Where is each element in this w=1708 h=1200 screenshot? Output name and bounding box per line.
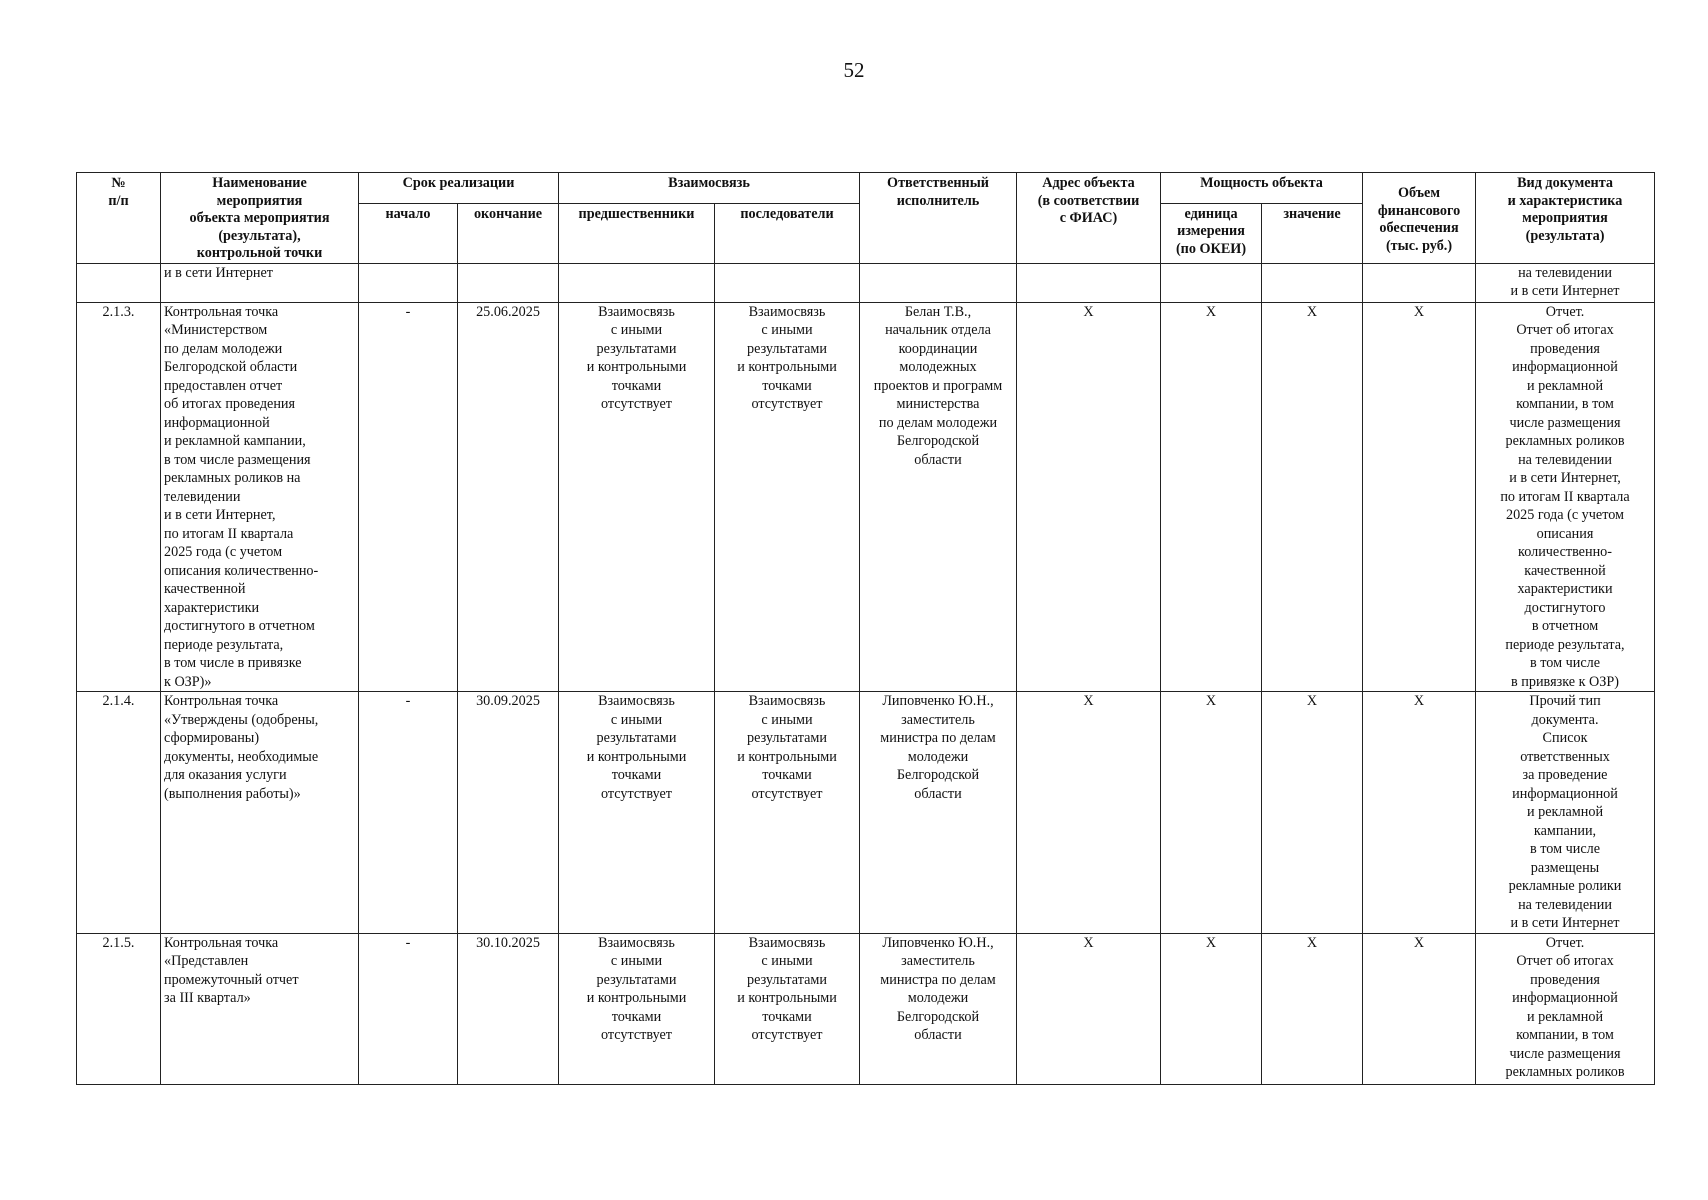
- row-finance: X: [1363, 933, 1476, 1084]
- row-start: -: [359, 692, 458, 934]
- row-unit: X: [1161, 302, 1262, 692]
- row-num: 2.1.3.: [77, 302, 161, 692]
- row-predecessors: Взаимосвязь с иными результатами и контрольными точками отсутствует: [559, 933, 715, 1084]
- row-responsible: Липовченко Ю.Н., заместитель министра по делам молодежи Белгородской области: [860, 692, 1017, 934]
- row-value: X: [1262, 692, 1363, 934]
- row-address: X: [1017, 692, 1161, 934]
- continuation-row: [77, 263, 1655, 302]
- header-value: значение: [1262, 203, 1363, 263]
- continuation-name: и в сети Интернет: [161, 263, 359, 302]
- row-end: 30.10.2025: [458, 933, 559, 1084]
- header-row-1: [77, 173, 1655, 204]
- table-row: [77, 933, 1655, 1084]
- header-link: Взаимосвязь: [559, 173, 860, 204]
- row-successors: Взаимосвязь с иными результатами и контрольными точками отсутствует: [715, 302, 860, 692]
- header-start: начало: [359, 203, 458, 263]
- header-responsible: Ответственный исполнитель: [860, 173, 1017, 264]
- row-doc: Отчет. Отчет об итогах проведения информационной и рекламной компании, в том числе размещения рекламных роликов: [1476, 933, 1655, 1084]
- header-name: Наименование мероприятия объекта мероприятия (результата), контрольной точки: [161, 173, 359, 264]
- row-name: Контрольная точка «Представлен промежуточный отчет за III квартал»: [161, 933, 359, 1084]
- header-end: окончание: [458, 203, 559, 263]
- row-num: 2.1.4.: [77, 692, 161, 934]
- row-responsible: Белан Т.В., начальник отдела координации молодежных проектов и программ министерства по делам молодежи Белгородской области: [860, 302, 1017, 692]
- row-doc: Отчет. Отчет об итогах проведения информационной и рекламной компании, в том числе размещения рекламных роликов на телевидении и в сети Интернет, по итогам II квартала 2025 года (с учетом описания количественно- качественной характеристики достигнутого в отчетном периоде результата, в том числе в привязке к ОЗР): [1476, 302, 1655, 692]
- header-predecessors: предшественники: [559, 203, 715, 263]
- header-term: Срок реализации: [359, 173, 559, 204]
- header-finance: Объем финансового обеспечения (тыс. руб.): [1363, 173, 1476, 264]
- header-doc-type: Вид документа и характеристика мероприятия (результата): [1476, 173, 1655, 264]
- header-successors: последователи: [715, 203, 860, 263]
- row-num: 2.1.5.: [77, 933, 161, 1084]
- table-row: [77, 692, 1655, 934]
- row-start: -: [359, 933, 458, 1084]
- page-number: 52: [843, 58, 865, 82]
- row-name: Контрольная точка «Министерством по делам молодежи Белгородской области предоставлен отчет об итогах проведения информационной и рекламной кампании, в том числе размещения рекламных роликов на телевидении и в сети Интернет, по итогам II квартала 2025 года (с учетом описания количественно- качественной характеристики достигнутого в отчетном периоде результата, в том числе в привязке к ОЗР)»: [161, 302, 359, 692]
- header-capacity: Мощность объекта: [1161, 173, 1363, 204]
- row-predecessors: Взаимосвязь с иными результатами и контрольными точками отсутствует: [559, 692, 715, 934]
- row-successors: Взаимосвязь с иными результатами и контрольными точками отсутствует: [715, 692, 860, 934]
- continuation-doc: на телевидении и в сети Интернет: [1476, 263, 1655, 302]
- row-address: X: [1017, 302, 1161, 692]
- table-row: [77, 302, 1655, 692]
- row-name: Контрольная точка «Утверждены (одобрены, сформированы) документы, необходимые для оказания услуги (выполнения работы)»: [161, 692, 359, 934]
- row-start: -: [359, 302, 458, 692]
- row-unit: X: [1161, 933, 1262, 1084]
- row-end: 30.09.2025: [458, 692, 559, 934]
- row-responsible: Липовченко Ю.Н., заместитель министра по делам молодежи Белгородской области: [860, 933, 1017, 1084]
- row-value: X: [1262, 933, 1363, 1084]
- header-unit: единица измерения (по ОКЕИ): [1161, 203, 1262, 263]
- row-finance: X: [1363, 302, 1476, 692]
- header-address: Адрес объекта (в соответствии с ФИАС): [1017, 173, 1161, 264]
- row-unit: X: [1161, 692, 1262, 934]
- row-predecessors: Взаимосвязь с иными результатами и контрольными точками отсутствует: [559, 302, 715, 692]
- row-value: X: [1262, 302, 1363, 692]
- row-successors: Взаимосвязь с иными результатами и контрольными точками отсутствует: [715, 933, 860, 1084]
- row-finance: X: [1363, 692, 1476, 934]
- row-doc: Прочий тип документа. Список ответственных за проведение информационной и рекламной кампании, в том числе размещены рекламные ролики на телевидении и в сети Интернет: [1476, 692, 1655, 934]
- row-end: 25.06.2025: [458, 302, 559, 692]
- plan-table: [76, 172, 1655, 1085]
- header-num: № п/п: [77, 173, 161, 264]
- row-address: X: [1017, 933, 1161, 1084]
